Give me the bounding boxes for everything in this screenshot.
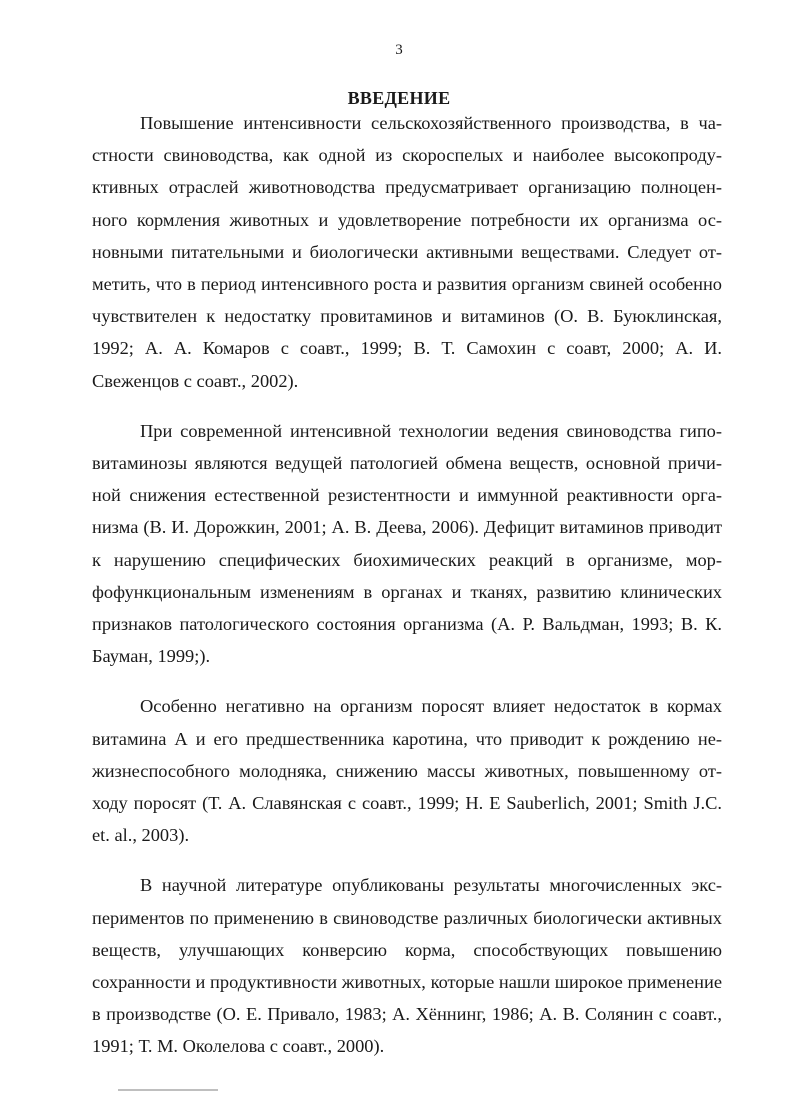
paragraph-4: В научной литературе опубликованы результаты многочисленных экспериментов по применению в свиноводстве различных биологически активных веществ, улучшающих конверсию корма, способствующих повышению сохранности и продуктивности животных, которые нашли широкое применение в производстве (О. Е. Привало, 1983; А. Хённинг, 1986; А. В. Солянин с соавт., 1991; Т. М. Околелова с соавт., 2000). — [92, 875, 722, 1057]
body-text — [92, 107, 722, 1081]
page-number: 3 — [395, 42, 403, 58]
paragraph-3: Особенно негативно на организм поросят влияет недостаток в кормах витамина А и его предшественника каротина, что приводит к рождению нежизнеспособного молодняка, снижению массы животных, повышенному отходу поросят (Т. А. Славянская с соавт., 1999; Н. Е Sauberlich, 2001; Smith J.C. et. al., 2003). — [92, 696, 722, 846]
paragraph-1: Повышение интенсивности сельскохозяйственного производства, в частности свиноводства, как одной из скороспелых и наиболее высокопродуктивных отраслей животноводства предусматривает организацию полноценного кормления животных и удовлетворение потребности их организма основными питательными и биологически активными веществами. Следует отметить, что в период интенсивного роста и развития организм свиней особенно чувствителен к недостатку провитаминов и витаминов (О. В. Буюклинская, 1992; А. А. Комаров с соавт., 1999; В. Т. Самохин с соавт, 2000; А. И. Свеженцов с соавт., 2002). — [92, 113, 722, 391]
paragraph-2: При современной интенсивной технологии ведения свиноводства гиповитаминозы являются ведущей патологией обмена веществ, основной причиной снижения естественной резистентности и иммунной реактивности организма (В. И. Дорожкин, 2001; А. В. Деева, 2006). Дефицит витаминов приводит к нарушению специфических биохимических реакций в организме, морфофункциональным изменениям в органах и тканях, развитию клинических признаков патологического состояния организма (А. Р. Вальдман, 1993; В. К. Бауман, 1999;). — [92, 420, 722, 667]
section-heading: ВВЕДЕНИЕ — [347, 88, 451, 108]
scan-artifact-line — [118, 1089, 218, 1095]
